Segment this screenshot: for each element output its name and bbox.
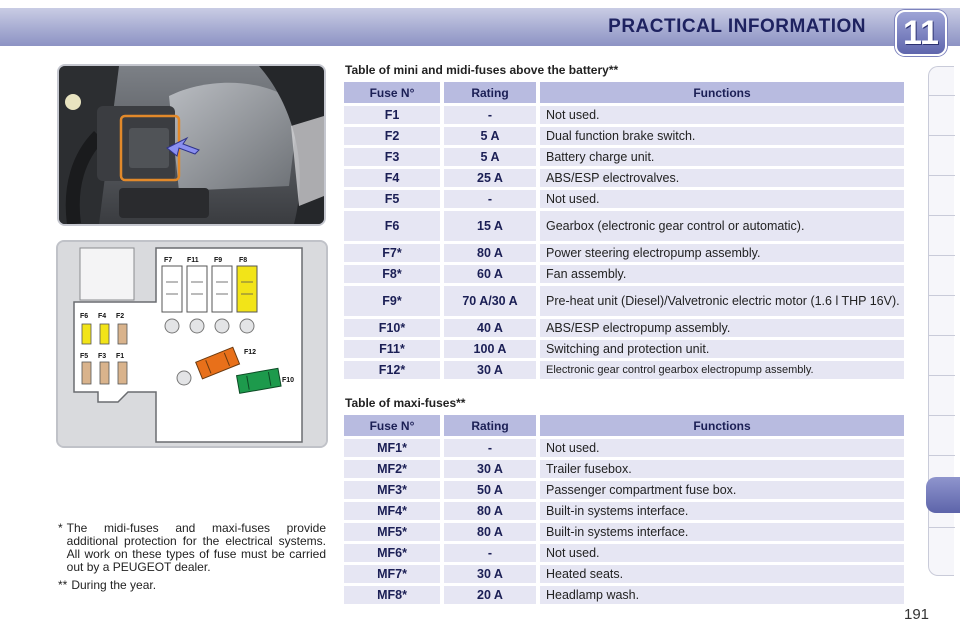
maxi-fuse-table-title: Table of maxi-fuses** bbox=[345, 396, 466, 410]
table-row: F10* 40 A ABS/ESP electropump assembly. bbox=[344, 319, 904, 337]
column-header-fuse: Fuse N° bbox=[344, 82, 440, 103]
table-row: F6 15 A Gearbox (electronic gear control or automatic). bbox=[344, 211, 904, 241]
table-row: MF1* - Not used. bbox=[344, 439, 904, 457]
fuse-box-diagram bbox=[56, 240, 328, 448]
label-f11: F11 bbox=[187, 257, 199, 264]
table-row: F11* 100 A Switching and protection unit. bbox=[344, 340, 904, 358]
chapter-badge: 11 bbox=[895, 10, 947, 56]
engine-compartment-photo bbox=[57, 64, 326, 226]
mini-fuse-table bbox=[344, 79, 904, 382]
table-row: F3 5 A Battery charge unit. bbox=[344, 148, 904, 166]
label-f9: F9 bbox=[214, 257, 223, 264]
table-row: F9* 70 A/30 A Pre-heat unit (Diesel)/Valvetronic electric motor (1.6 l THP 16V). bbox=[344, 286, 904, 316]
column-header-functions: Functions bbox=[540, 415, 904, 436]
page-title: PRACTICAL INFORMATION bbox=[608, 16, 866, 37]
table-row: MF8* 20 A Headlamp wash. bbox=[344, 586, 904, 604]
table-row: MF6* - Not used. bbox=[344, 544, 904, 562]
column-header-fuse: Fuse N° bbox=[344, 415, 440, 436]
engine-photo-illustration bbox=[59, 66, 324, 224]
label-f1: F1 bbox=[116, 353, 125, 360]
footnotes bbox=[58, 522, 326, 592]
table-row: F7* 80 A Power steering electropump assembly. bbox=[344, 244, 904, 262]
label-f10: F10 bbox=[282, 377, 295, 384]
table-row: MF2* 30 A Trailer fusebox. bbox=[344, 460, 904, 478]
table-header-row bbox=[344, 415, 904, 436]
label-f6: F6 bbox=[80, 313, 89, 320]
maxi-fuse-table bbox=[344, 412, 904, 607]
table-row: F1 - Not used. bbox=[344, 106, 904, 124]
table-row: F12* 30 A Electronic gear control gearbox electropump assembly. bbox=[344, 361, 904, 379]
column-header-functions: Functions bbox=[540, 82, 904, 103]
label-f12: F12 bbox=[244, 349, 257, 356]
table-row: MF4* 80 A Built-in systems interface. bbox=[344, 502, 904, 520]
fuse-layout-illustration bbox=[58, 242, 326, 446]
table-row: F5 - Not used. bbox=[344, 190, 904, 208]
active-chapter-tab[interactable] bbox=[926, 477, 960, 513]
page-number: 191 bbox=[904, 606, 930, 623]
footnote-1: * The midi-fuses and maxi-fuses provide additional protection for the electrical systems. All work on these types of fuse must be carried out by a PEUGEOT dealer. bbox=[58, 521, 326, 574]
table-header-row bbox=[344, 82, 904, 103]
column-header-rating: Rating bbox=[440, 82, 540, 103]
column-header-rating: Rating bbox=[440, 415, 540, 436]
label-f2: F2 bbox=[116, 313, 125, 320]
label-f5: F5 bbox=[80, 353, 89, 360]
label-f7: F7 bbox=[164, 257, 173, 264]
mini-fuse-table-title: Table of mini and midi-fuses above the battery** bbox=[345, 63, 619, 77]
footnote-2: ** During the year. bbox=[58, 578, 157, 592]
table-row: F8* 60 A Fan assembly. bbox=[344, 265, 904, 283]
table-row: MF5* 80 A Built-in systems interface. bbox=[344, 523, 904, 541]
table-row: F4 25 A ABS/ESP electrovalves. bbox=[344, 169, 904, 187]
label-f4: F4 bbox=[98, 313, 107, 320]
table-row: MF3* 50 A Passenger compartment fuse box. bbox=[344, 481, 904, 499]
table-row: F2 5 A Dual function brake switch. bbox=[344, 127, 904, 145]
label-f3: F3 bbox=[98, 353, 107, 360]
table-row: MF7* 30 A Heated seats. bbox=[344, 565, 904, 583]
label-f8: F8 bbox=[239, 257, 248, 264]
page-header bbox=[0, 0, 960, 60]
